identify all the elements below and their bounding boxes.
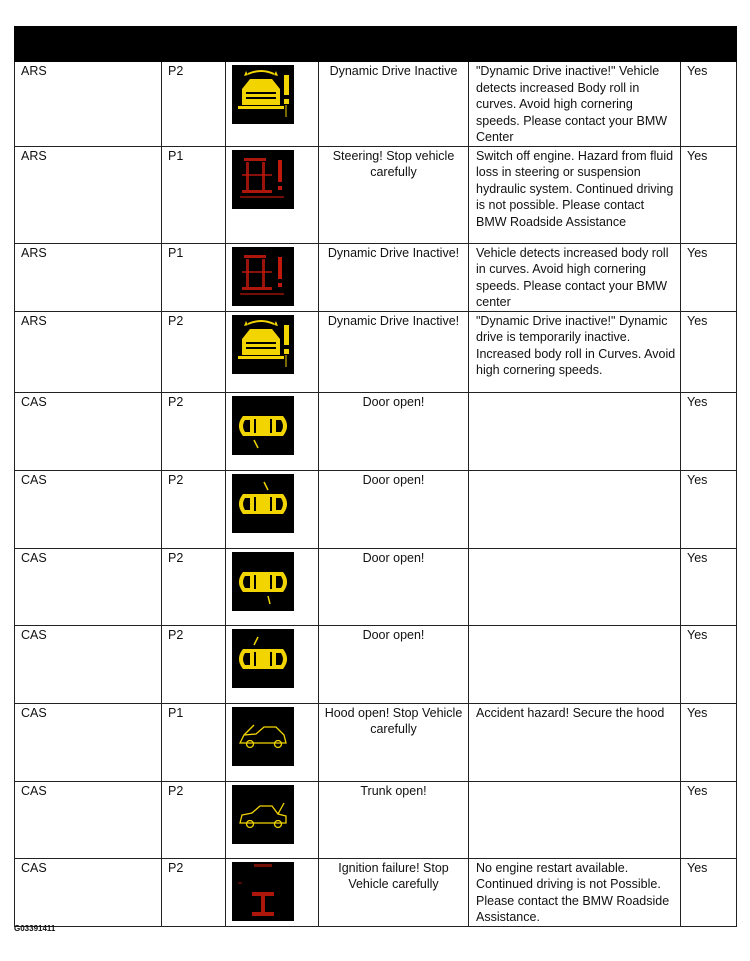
priority-cell: P2 — [162, 62, 226, 147]
priority-cell: P2 — [162, 625, 226, 703]
table-row — [15, 858, 737, 926]
description-cell — [469, 470, 681, 548]
table-row — [15, 62, 737, 147]
priority-cell: P1 — [162, 146, 226, 243]
message-cell: Door open! — [319, 548, 469, 625]
symbol-cell — [226, 62, 319, 147]
ars-red-icon — [232, 150, 294, 209]
system-cell: CAS — [15, 703, 162, 781]
ars-yellow-icon — [232, 65, 294, 124]
cc-cell: Yes — [681, 146, 737, 243]
cc-cell: Yes — [681, 470, 737, 548]
table-row — [15, 146, 737, 243]
header-cell-priority — [162, 27, 226, 62]
priority-cell: P1 — [162, 703, 226, 781]
table-row — [15, 625, 737, 703]
message-cell: Door open! — [319, 625, 469, 703]
description-cell — [469, 781, 681, 858]
description-cell: "Dynamic Drive inactive!" Dynamic drive is temporarily inactive. Increased body roll in Curves. Avoid high cornering speeds. — [469, 311, 681, 392]
cc-cell: Yes — [681, 625, 737, 703]
description-cell: Vehicle detects increased body roll in curves. Avoid high cornering speeds. Please contact your BMW center — [469, 243, 681, 311]
message-cell: Dynamic Drive Inactive! — [319, 311, 469, 392]
header-cell-system — [15, 27, 162, 62]
message-cell: Dynamic Drive Inactive! — [319, 243, 469, 311]
priority-cell: P2 — [162, 548, 226, 625]
system-cell: ARS — [15, 146, 162, 243]
ars-red-icon — [232, 247, 294, 306]
table-row — [15, 243, 737, 311]
table-body — [15, 62, 737, 927]
message-cell: Dynamic Drive Inactive — [319, 62, 469, 147]
symbol-cell — [226, 146, 319, 243]
description-cell — [469, 548, 681, 625]
header-cell-symbol — [226, 27, 319, 62]
cc-cell: Yes — [681, 781, 737, 858]
description-cell — [469, 625, 681, 703]
trunk-open-icon — [232, 785, 294, 844]
table-row — [15, 311, 737, 392]
description-cell: No engine restart available. Continued driving is not Possible. Please contact the BMW Roadside Assistance. — [469, 858, 681, 926]
message-cell: Hood open! Stop Vehicle carefully — [319, 703, 469, 781]
system-cell: CAS — [15, 392, 162, 470]
ars-yellow-icon — [232, 315, 294, 374]
cc-cell: Yes — [681, 548, 737, 625]
message-cell: Trunk open! — [319, 781, 469, 858]
header-cell-description — [469, 27, 681, 62]
priority-cell: P1 — [162, 243, 226, 311]
check-control-table — [14, 26, 737, 927]
figure-code: G03391411 — [14, 924, 56, 933]
system-cell: CAS — [15, 470, 162, 548]
symbol-cell — [226, 703, 319, 781]
system-cell: CAS — [15, 781, 162, 858]
door-open-rear-right-icon — [232, 552, 294, 611]
symbol-cell — [226, 548, 319, 625]
symbol-cell — [226, 858, 319, 926]
message-cell: Door open! — [319, 392, 469, 470]
system-cell: CAS — [15, 625, 162, 703]
message-cell: Steering! Stop vehicle carefully — [319, 146, 469, 243]
priority-cell: P2 — [162, 470, 226, 548]
priority-cell: P2 — [162, 781, 226, 858]
table-row — [15, 703, 737, 781]
system-cell: ARS — [15, 311, 162, 392]
symbol-cell — [226, 311, 319, 392]
ignition-failure-icon — [232, 862, 294, 921]
door-open-rear-left-icon — [232, 396, 294, 455]
priority-cell: P2 — [162, 311, 226, 392]
header-cell-cc — [681, 27, 737, 62]
system-cell: CAS — [15, 548, 162, 625]
door-open-front-left-icon — [232, 629, 294, 688]
description-cell: Switch off engine. Hazard from fluid loss in steering or suspension hydraulic system. Continued driving is not possible. Please contact BMW Roadside Assistance — [469, 146, 681, 243]
cc-cell: Yes — [681, 62, 737, 147]
system-cell: CAS — [15, 858, 162, 926]
symbol-cell — [226, 470, 319, 548]
hood-open-icon — [232, 707, 294, 766]
message-cell: Door open! — [319, 470, 469, 548]
table-header-row — [15, 27, 737, 62]
cc-cell: Yes — [681, 243, 737, 311]
description-cell: Accident hazard! Secure the hood — [469, 703, 681, 781]
table-row — [15, 470, 737, 548]
message-cell: Ignition failure! Stop Vehicle carefully — [319, 858, 469, 926]
cc-cell: Yes — [681, 311, 737, 392]
description-cell — [469, 392, 681, 470]
symbol-cell — [226, 781, 319, 858]
system-cell: ARS — [15, 243, 162, 311]
cc-cell: Yes — [681, 858, 737, 926]
priority-cell: P2 — [162, 392, 226, 470]
table-row — [15, 392, 737, 470]
cc-cell: Yes — [681, 392, 737, 470]
table-row — [15, 548, 737, 625]
symbol-cell — [226, 392, 319, 470]
symbol-cell — [226, 243, 319, 311]
door-open-front-right-icon — [232, 474, 294, 533]
fault-table-document — [14, 26, 736, 927]
priority-cell: P2 — [162, 858, 226, 926]
table-row — [15, 781, 737, 858]
description-cell: "Dynamic Drive inactive!" Vehicle detects increased Body roll in curves. Avoid high cornering speeds. Please contact your BMW Center — [469, 62, 681, 147]
cc-cell: Yes — [681, 703, 737, 781]
system-cell: ARS — [15, 62, 162, 147]
symbol-cell — [226, 625, 319, 703]
header-cell-message — [319, 27, 469, 62]
